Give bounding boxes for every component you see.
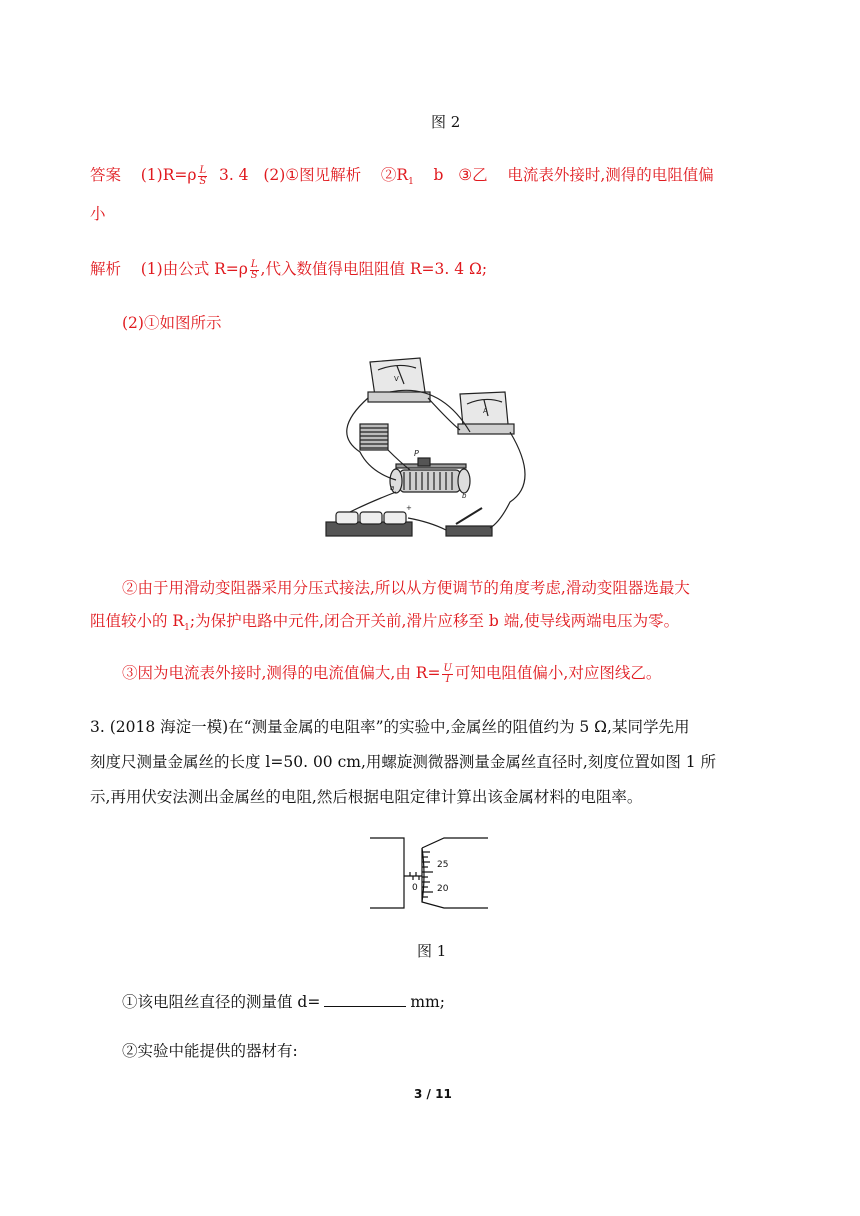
answer-part2: (2)①图见解析 (263, 166, 362, 184)
analysis-part1-tail: ,代入数值得电阻阻值 R=3. 4 Ω; (260, 260, 488, 278)
circuit-diagram (310, 352, 550, 550)
fraction-denominator: I (445, 673, 450, 685)
question-line2: 刻度尺测量金属丝的长度 l=50. 00 cm,用螺旋测微器测量金属丝直径时,刻度位置如图 1 所 (90, 753, 717, 771)
circuit-label-b-end: b (462, 492, 467, 500)
answer-b: b (433, 166, 444, 184)
battery-icon (326, 512, 412, 536)
analysis-part1: (1)由公式 R=ρ (140, 260, 248, 278)
analysis-part4b: 可知电阻值偏小,对应图线乙。 (454, 664, 662, 682)
sub-question-1 (122, 990, 445, 1013)
fraction-numerator: L (250, 258, 258, 270)
figure-caption: 图 2 (431, 113, 461, 131)
switch-icon (446, 508, 492, 536)
analysis-part3-line1: ②由于用滑动变阻器采用分压式接法,所以从方便调节的角度考虑,滑动变阻器选最大 (122, 579, 690, 597)
analysis-part4 (122, 662, 661, 685)
subscript: 1 (408, 177, 414, 188)
page-number: 3 / 11 (414, 1087, 452, 1101)
circuit-label-p: P (414, 449, 419, 458)
circuit-label-a-end: a (390, 484, 395, 492)
analysis-part4a: ③因为电流表外接时,测得的电流值偏大,由 R= (122, 664, 441, 682)
answer-part4: ③乙 (458, 166, 488, 184)
micrometer-label-25: 25 (437, 860, 449, 870)
answer-part5: 电流表外接时,测得的电阻值偏 (507, 166, 714, 184)
analysis-part2: (2)①如图所示 (122, 314, 222, 332)
answer-part1: (1)R=ρ (140, 166, 197, 184)
coil-icon (360, 424, 388, 450)
fraction-denominator: S (250, 269, 258, 281)
analysis-line (90, 258, 487, 281)
circuit-label-v: V (394, 375, 399, 383)
answer-blank[interactable] (324, 990, 406, 1007)
fraction-numerator: L (199, 164, 207, 176)
figure-caption: 图 1 (417, 942, 447, 960)
fraction (442, 664, 452, 685)
sub-question-1-text: ①该电阻丝直径的测量值 d= (122, 993, 321, 1011)
micrometer-label-20: 20 (437, 884, 449, 894)
micrometer-label-0: 0 (412, 883, 418, 893)
question-line3: 示,再用伏安法测出金属丝的电阻,然后根据电阻定律计算出该金属材料的电阻率。 (90, 788, 643, 806)
answer-part3: ②R (380, 166, 409, 184)
fraction (198, 166, 207, 187)
sub-question-1-unit: mm; (410, 993, 445, 1011)
analysis-part3-line2 (90, 610, 679, 639)
answer-continuation: 小 (90, 205, 106, 223)
subscript: 1 (184, 623, 190, 634)
fraction-denominator: S (199, 175, 207, 187)
analysis-label: 解析 (90, 260, 122, 278)
circuit-label-a: A (483, 407, 488, 415)
circuit-label-plus: + (406, 504, 412, 512)
answer-line (90, 164, 714, 193)
sub-question-2: ②实验中能提供的器材有: (122, 1042, 298, 1060)
question-line1: 3. (2018 海淀一模)在“测量金属的电阻率”的实验中,金属丝的阻值约为 5 Ω,某同学先用 (90, 718, 690, 736)
analysis-part3-line2a: 阻值较小的 R (90, 612, 185, 630)
micrometer-diagram (370, 828, 490, 918)
fraction-numerator: U (443, 662, 452, 674)
analysis-part3-line2b: ;为保护电路中元件,闭合开关前,滑片应移至 b 端,使导线两端电压为零。 (189, 612, 680, 630)
answer-value: 3. 4 (218, 166, 249, 184)
answer-label: 答案 (90, 166, 122, 184)
fraction (250, 260, 259, 281)
